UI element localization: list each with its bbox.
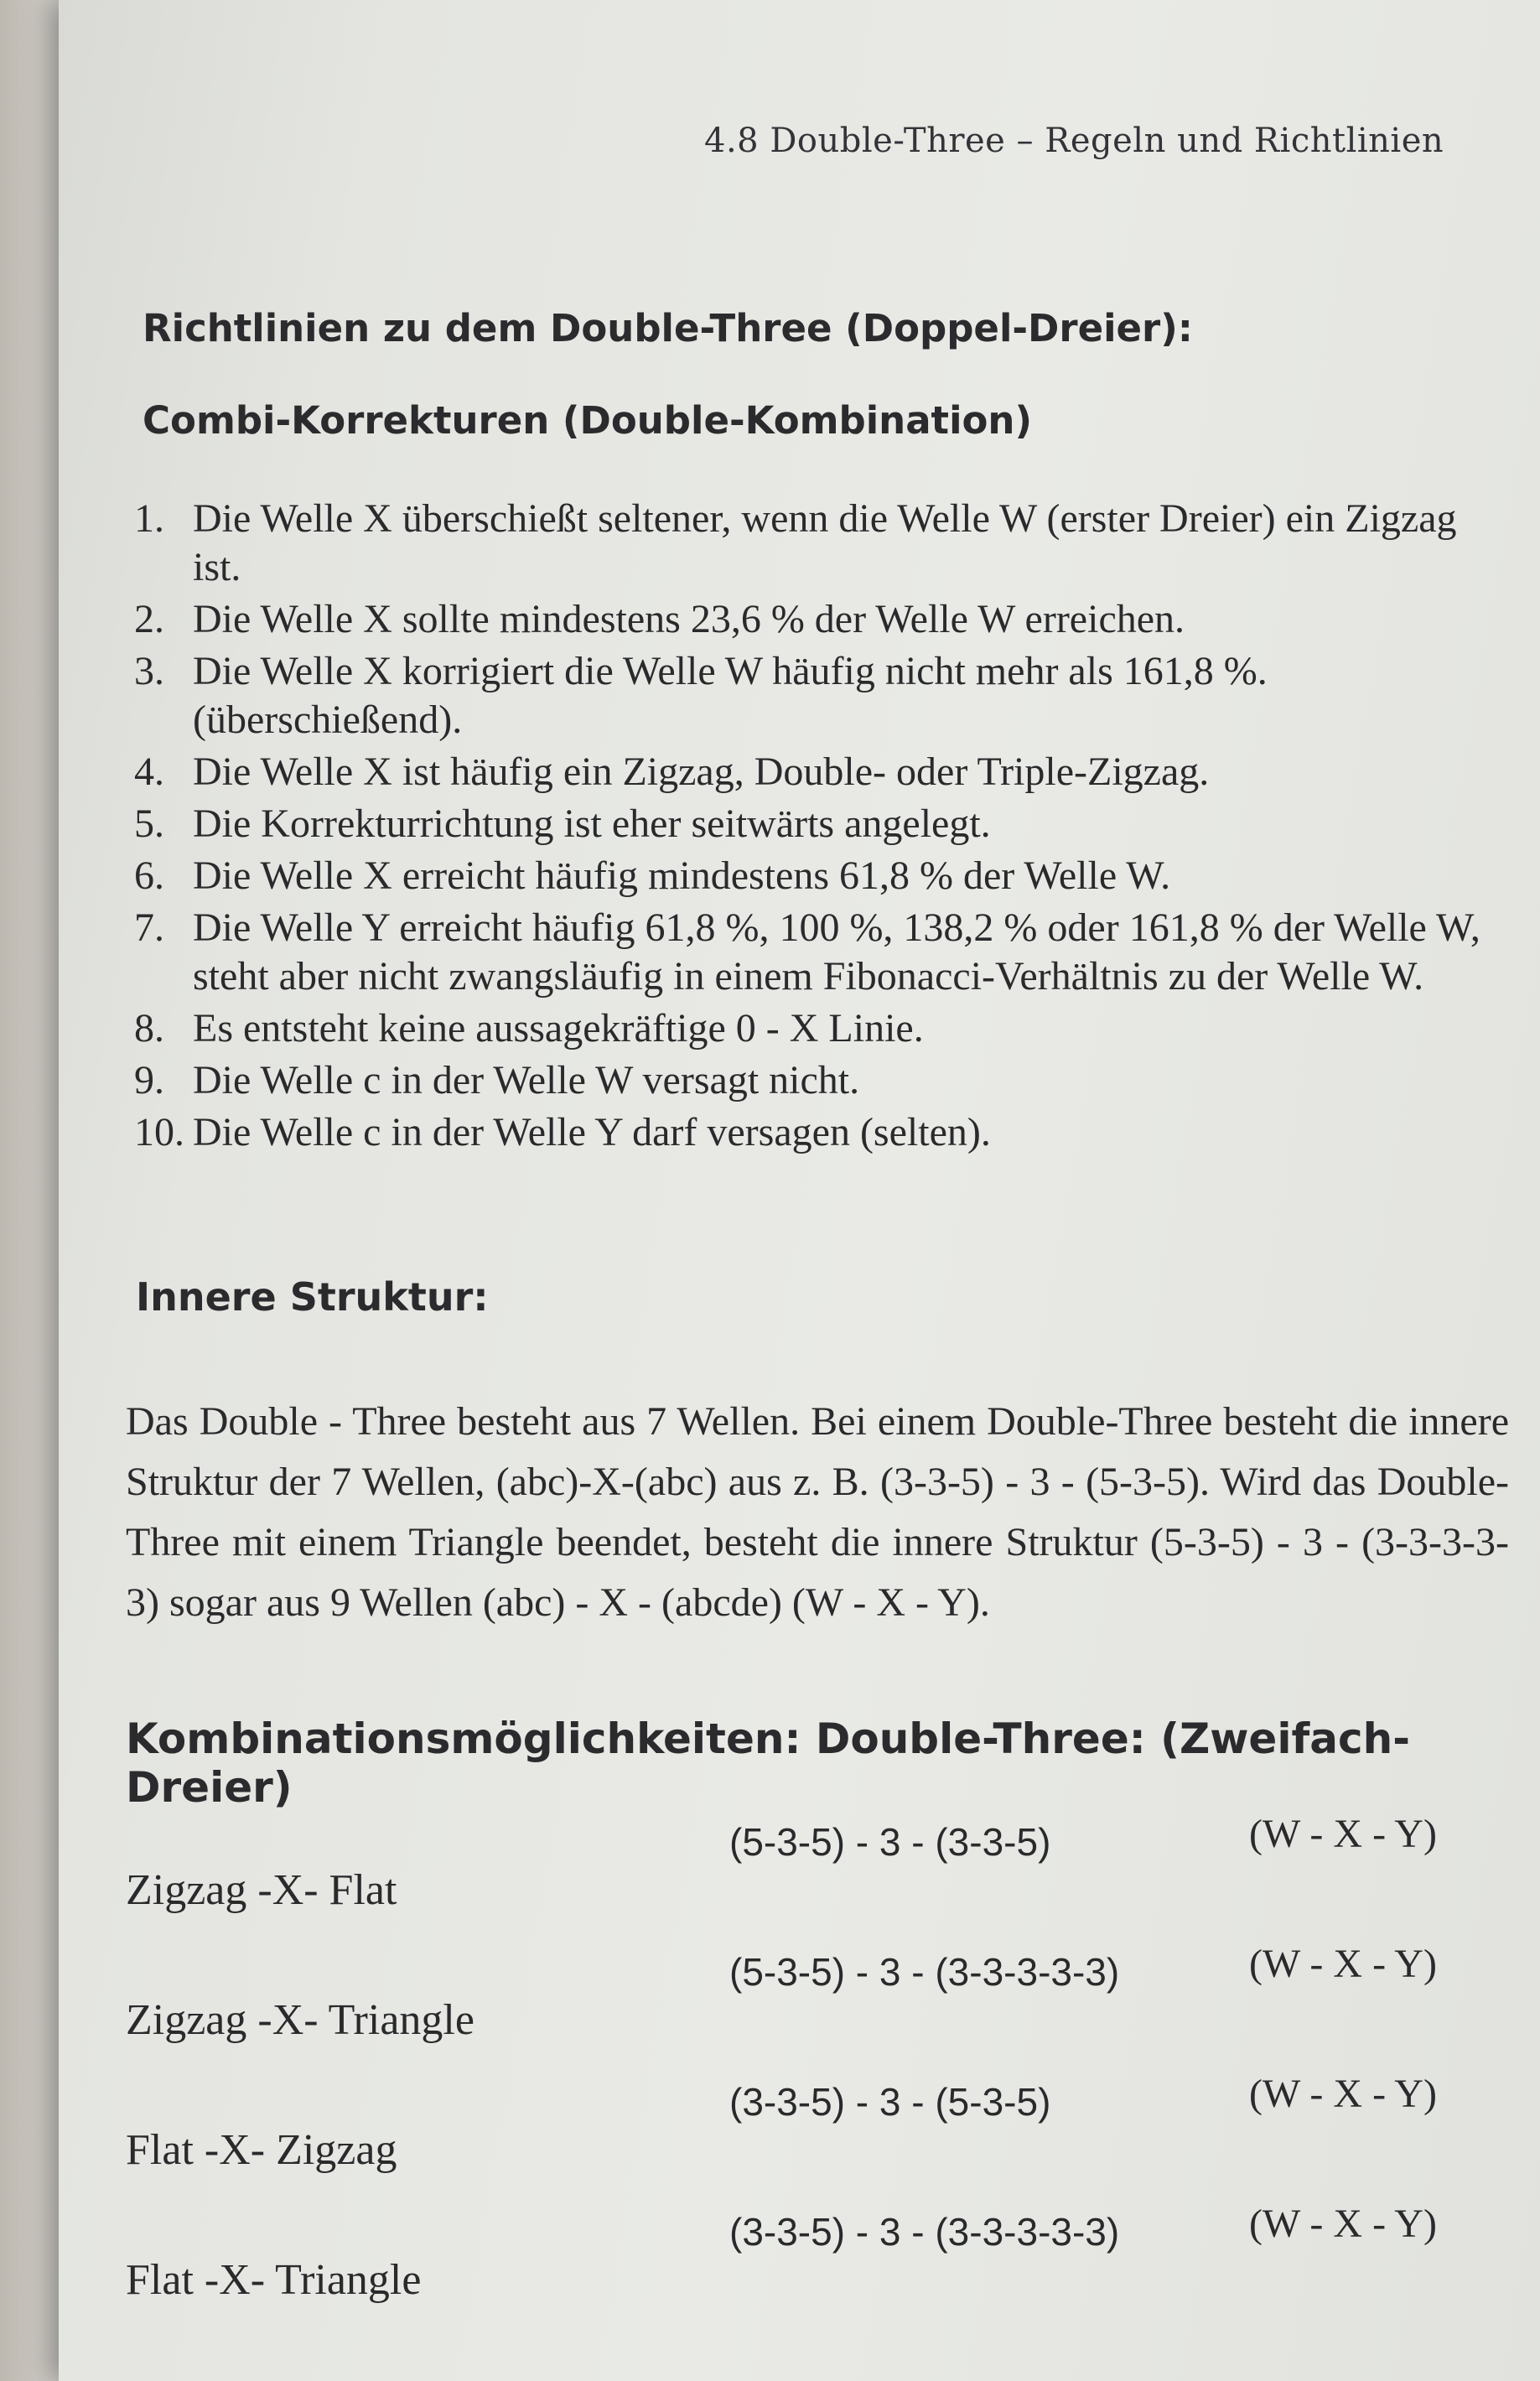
combination-formula: (3-3-5) - 3 - (3-3-3-3-3): [729, 2210, 1120, 2254]
list-item: [134, 852, 1509, 900]
table-row: [126, 1812, 1534, 1949]
combination-waves: (W - X - Y): [1249, 2202, 1437, 2246]
list-item-number: 4.: [134, 750, 164, 794]
list-item-text: Die Welle c in der Welle Y darf versagen (selten).: [193, 1110, 991, 1154]
list-item-number: 2.: [134, 597, 164, 641]
list-item-number: 9.: [134, 1058, 164, 1102]
list-item-number: 6.: [134, 853, 164, 898]
heading-inner-structure: Innere Struktur:: [136, 1274, 489, 1320]
list-item-number: 3.: [134, 649, 164, 693]
heading-combi-corrections: Combi-Korrekturen (Double-Kombination): [143, 398, 1033, 443]
combination-waves: (W - X - Y): [1249, 1942, 1437, 1986]
list-item: [134, 904, 1509, 1001]
list-item-number: 7.: [134, 905, 164, 950]
running-head: 4.8 Double-Three – Regeln und Richtlinien: [704, 122, 1444, 160]
combination-formula: (5-3-5) - 3 - (3-3-3-3-3): [729, 1950, 1120, 1994]
combination-name: Flat -X- Zigzag: [126, 2126, 397, 2174]
list-item-text: Es entsteht keine aussagekräftige 0 - X Linie.: [193, 1006, 924, 1050]
combination-waves: (W - X - Y): [1249, 2072, 1437, 2116]
table-row: [126, 1942, 1534, 2079]
list-item: [134, 647, 1509, 744]
list-item-text: Die Welle X korrigiert die Welle W häufig nicht mehr als 161,8 %. (überschießend).: [193, 649, 1268, 742]
list-item: [134, 1004, 1509, 1053]
combination-formula: (3-3-5) - 3 - (5-3-5): [729, 2080, 1051, 2124]
list-item-number: 5.: [134, 801, 164, 846]
table-row: [126, 2202, 1534, 2339]
combination-formula: (5-3-5) - 3 - (3-3-5): [729, 1820, 1051, 1864]
table-row: [126, 2072, 1534, 2209]
rules-list: [134, 495, 1509, 1160]
list-item-text: Die Welle X ist häufig ein Zigzag, Double- oder Triple-Zigzag.: [193, 750, 1210, 794]
list-item-text: Die Welle c in der Welle W versagt nicht.: [193, 1058, 860, 1102]
list-item-text: Die Korrekturrichtung ist eher seitwärts angelegt.: [193, 801, 991, 846]
list-item-text: Die Welle Y erreicht häufig 61,8 %, 100 %, 138,2 % oder 161,8 % der Welle W, steht aber nicht zwangsläufig in einem Fibonacci-Verhältnis zu der Welle W.: [193, 905, 1480, 999]
heading-combinations: Kombinationsmöglichkeiten: Double-Three: (Zweifach-Dreier): [126, 1714, 1410, 1812]
combination-waves: (W - X - Y): [1249, 1812, 1437, 1856]
list-item-text: Die Welle X erreicht häufig mindestens 61,8 % der Welle W.: [193, 853, 1171, 898]
list-item-text: Die Welle X sollte mindestens 23,6 % der Welle W erreichen.: [193, 597, 1185, 641]
list-item-number: 8.: [134, 1006, 164, 1050]
heading-guidelines: Richtlinien zu dem Double-Three (Doppel-Dreier):: [143, 306, 1193, 350]
list-item: [134, 748, 1509, 796]
list-item: [134, 800, 1509, 848]
combinations-table: [126, 1812, 1534, 2339]
list-item-text: Die Welle X überschießt seltener, wenn die Welle W (erster Dreier) ein Zigzag ist.: [193, 496, 1457, 589]
book-page: [59, 0, 1540, 2381]
structure-paragraph: Das Double - Three besteht aus 7 Wellen. Bei einem Double-Three besteht die innere Struktur der 7 Wellen, (abc)-X-(abc) aus z. B. (3-3-5) - 3 - (5-3-5). Wird das Double-Three mit einem Triangle beendet, besteht die innere Struktur (5-3-5) - 3 - (3-3-3-3-3) sogar aus 9 Wellen (abc) - X - (abcde) (W - X - Y).: [126, 1399, 1509, 1625]
list-item-number: 1.: [134, 496, 164, 541]
combination-name: Zigzag -X- Triangle: [126, 1996, 474, 2044]
list-item: [134, 1108, 1509, 1157]
list-item: [134, 1056, 1509, 1105]
combination-name: Zigzag -X- Flat: [126, 1866, 397, 1914]
list-item: [134, 495, 1509, 592]
list-item: [134, 595, 1509, 644]
list-item-number: 10.: [134, 1110, 184, 1154]
combination-name: Flat -X- Triangle: [126, 2256, 422, 2304]
